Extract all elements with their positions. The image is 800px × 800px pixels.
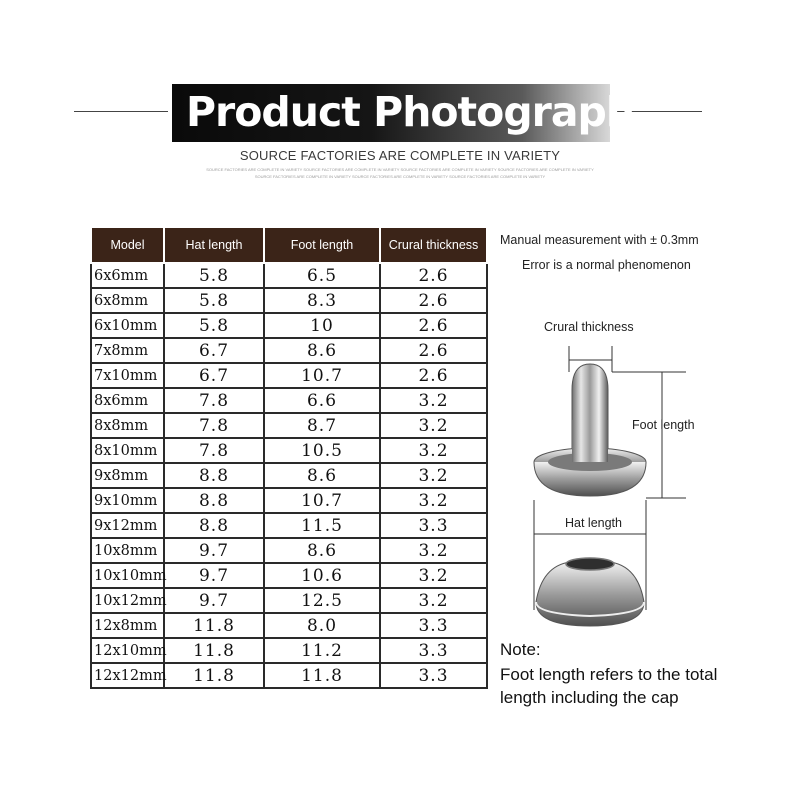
note-line-2: length including the cap [500, 688, 679, 707]
cell-model: 6x6mm [91, 263, 164, 288]
table-row [91, 663, 487, 688]
cell-hat-length: 5.8 [164, 263, 264, 288]
foot-length-label: Foot length [632, 418, 695, 432]
cell-crural-thickness: 2.6 [380, 313, 487, 338]
cell-hat-length: 9.7 [164, 538, 264, 563]
cell-crural-thickness: 2.6 [380, 263, 487, 288]
cell-hat-length: 7.8 [164, 413, 264, 438]
cell-crural-thickness: 3.3 [380, 513, 487, 538]
table-row [91, 563, 487, 588]
header-hat-length: Hat length [164, 227, 264, 263]
table-row [91, 638, 487, 663]
cell-foot-length: 11.5 [264, 513, 380, 538]
note-heading: Note: [500, 640, 541, 659]
measurement-note-line-1: Manual measurement with ± 0.3mm [500, 233, 699, 247]
cell-crural-thickness: 3.2 [380, 538, 487, 563]
cell-hat-length: 9.7 [164, 588, 264, 613]
cell-crural-thickness: 2.6 [380, 288, 487, 313]
header-foot-length: Foot length [264, 227, 380, 263]
table-row [91, 463, 487, 488]
cell-crural-thickness: 3.2 [380, 588, 487, 613]
hat-length-label: Hat length [565, 516, 622, 530]
cell-foot-length: 12.5 [264, 588, 380, 613]
cell-crural-thickness: 3.2 [380, 488, 487, 513]
fine-print-line-2: SOURCE FACTORIES ARE COMPLETE IN VARIETY SOURCE FACTORIES ARE COMPLETE IN VARIETY SOURCE FACTORIES ARE COMPLETE IN VARIETY [254, 174, 546, 179]
table-header-row [91, 227, 487, 263]
spec-table [90, 226, 488, 689]
measurement-note-line-2: Error is a normal phenomenon [522, 258, 691, 272]
page-title: Product Photograph [186, 88, 635, 136]
cell-model: 6x10mm [91, 313, 164, 338]
cell-hat-length: 9.7 [164, 563, 264, 588]
table-row [91, 613, 487, 638]
rivet-cap [536, 558, 644, 626]
banner-rule-left [74, 111, 168, 112]
table-row [91, 338, 487, 363]
cell-model: 12x8mm [91, 613, 164, 638]
cell-hat-length: 6.7 [164, 363, 264, 388]
table-row [91, 588, 487, 613]
table-row [91, 313, 487, 338]
rivet-diagram [520, 310, 720, 630]
cell-model: 10x8mm [91, 538, 164, 563]
cell-hat-length: 6.7 [164, 338, 264, 363]
header-model: Model [91, 227, 164, 263]
cell-model: 8x10mm [91, 438, 164, 463]
cell-crural-thickness: 3.2 [380, 563, 487, 588]
cell-crural-thickness: 2.6 [380, 338, 487, 363]
cell-crural-thickness: 3.2 [380, 413, 487, 438]
cell-model: 9x10mm [91, 488, 164, 513]
cell-foot-length: 11.2 [264, 638, 380, 663]
cell-foot-length: 6.6 [264, 388, 380, 413]
cell-foot-length: 8.0 [264, 613, 380, 638]
header-crural-thickness: Crural thickness [380, 227, 487, 263]
cell-hat-length: 8.8 [164, 463, 264, 488]
cell-hat-length: 5.8 [164, 288, 264, 313]
page-subtitle: SOURCE FACTORIES ARE COMPLETE IN VARIETY [239, 148, 561, 163]
table-row [91, 438, 487, 463]
table-row [91, 488, 487, 513]
cell-crural-thickness: 3.2 [380, 388, 487, 413]
cell-crural-thickness: 2.6 [380, 363, 487, 388]
cell-model: 7x8mm [91, 338, 164, 363]
cell-crural-thickness: 3.2 [380, 463, 487, 488]
cell-model: 7x10mm [91, 363, 164, 388]
cell-crural-thickness: 3.3 [380, 613, 487, 638]
cell-foot-length: 10.7 [264, 363, 380, 388]
table-row [91, 288, 487, 313]
cell-hat-length: 11.8 [164, 613, 264, 638]
cell-model: 9x12mm [91, 513, 164, 538]
cell-model: 12x12mm [91, 663, 164, 688]
cell-hat-length: 7.8 [164, 388, 264, 413]
table-row [91, 413, 487, 438]
note-line-1: Foot length refers to the total [500, 665, 718, 684]
cell-hat-length: 8.8 [164, 488, 264, 513]
cell-foot-length: 8.7 [264, 413, 380, 438]
table-row [91, 513, 487, 538]
cell-hat-length: 7.8 [164, 438, 264, 463]
cell-hat-length: 8.8 [164, 513, 264, 538]
cell-hat-length: 5.8 [164, 313, 264, 338]
cell-foot-length: 8.6 [264, 338, 380, 363]
cell-foot-length: 8.6 [264, 463, 380, 488]
rivet-post [534, 364, 646, 496]
cell-foot-length: 10.7 [264, 488, 380, 513]
cell-model: 9x8mm [91, 463, 164, 488]
cell-foot-length: 6.5 [264, 263, 380, 288]
table-row [91, 388, 487, 413]
cell-crural-thickness: 3.3 [380, 638, 487, 663]
cell-crural-thickness: 3.3 [380, 663, 487, 688]
table-row [91, 363, 487, 388]
cell-foot-length: 8.3 [264, 288, 380, 313]
crural-thickness-label: Crural thickness [544, 320, 634, 334]
cell-foot-length: 10.5 [264, 438, 380, 463]
cell-model: 8x6mm [91, 388, 164, 413]
cell-model: 10x10mm [91, 563, 164, 588]
cell-foot-length: 11.8 [264, 663, 380, 688]
cell-foot-length: 10 [264, 313, 380, 338]
cell-hat-length: 11.8 [164, 663, 264, 688]
table-row [91, 538, 487, 563]
cell-model: 6x8mm [91, 288, 164, 313]
cell-model: 8x8mm [91, 413, 164, 438]
cell-foot-length: 10.6 [264, 563, 380, 588]
cell-hat-length: 11.8 [164, 638, 264, 663]
fine-print-line-1: SOURCE FACTORIES ARE COMPLETE IN VARIETY SOURCE FACTORIES ARE COMPLETE IN VARIETY SOURCE FACTORIES ARE COMPLETE IN VARIETY SOURCE FACTORIES ARE COMPLETE IN VARIETY [206, 167, 594, 172]
table-row [91, 263, 487, 288]
cell-model: 10x12mm [91, 588, 164, 613]
cell-model: 12x10mm [91, 638, 164, 663]
cell-crural-thickness: 3.2 [380, 438, 487, 463]
cell-foot-length: 8.6 [264, 538, 380, 563]
